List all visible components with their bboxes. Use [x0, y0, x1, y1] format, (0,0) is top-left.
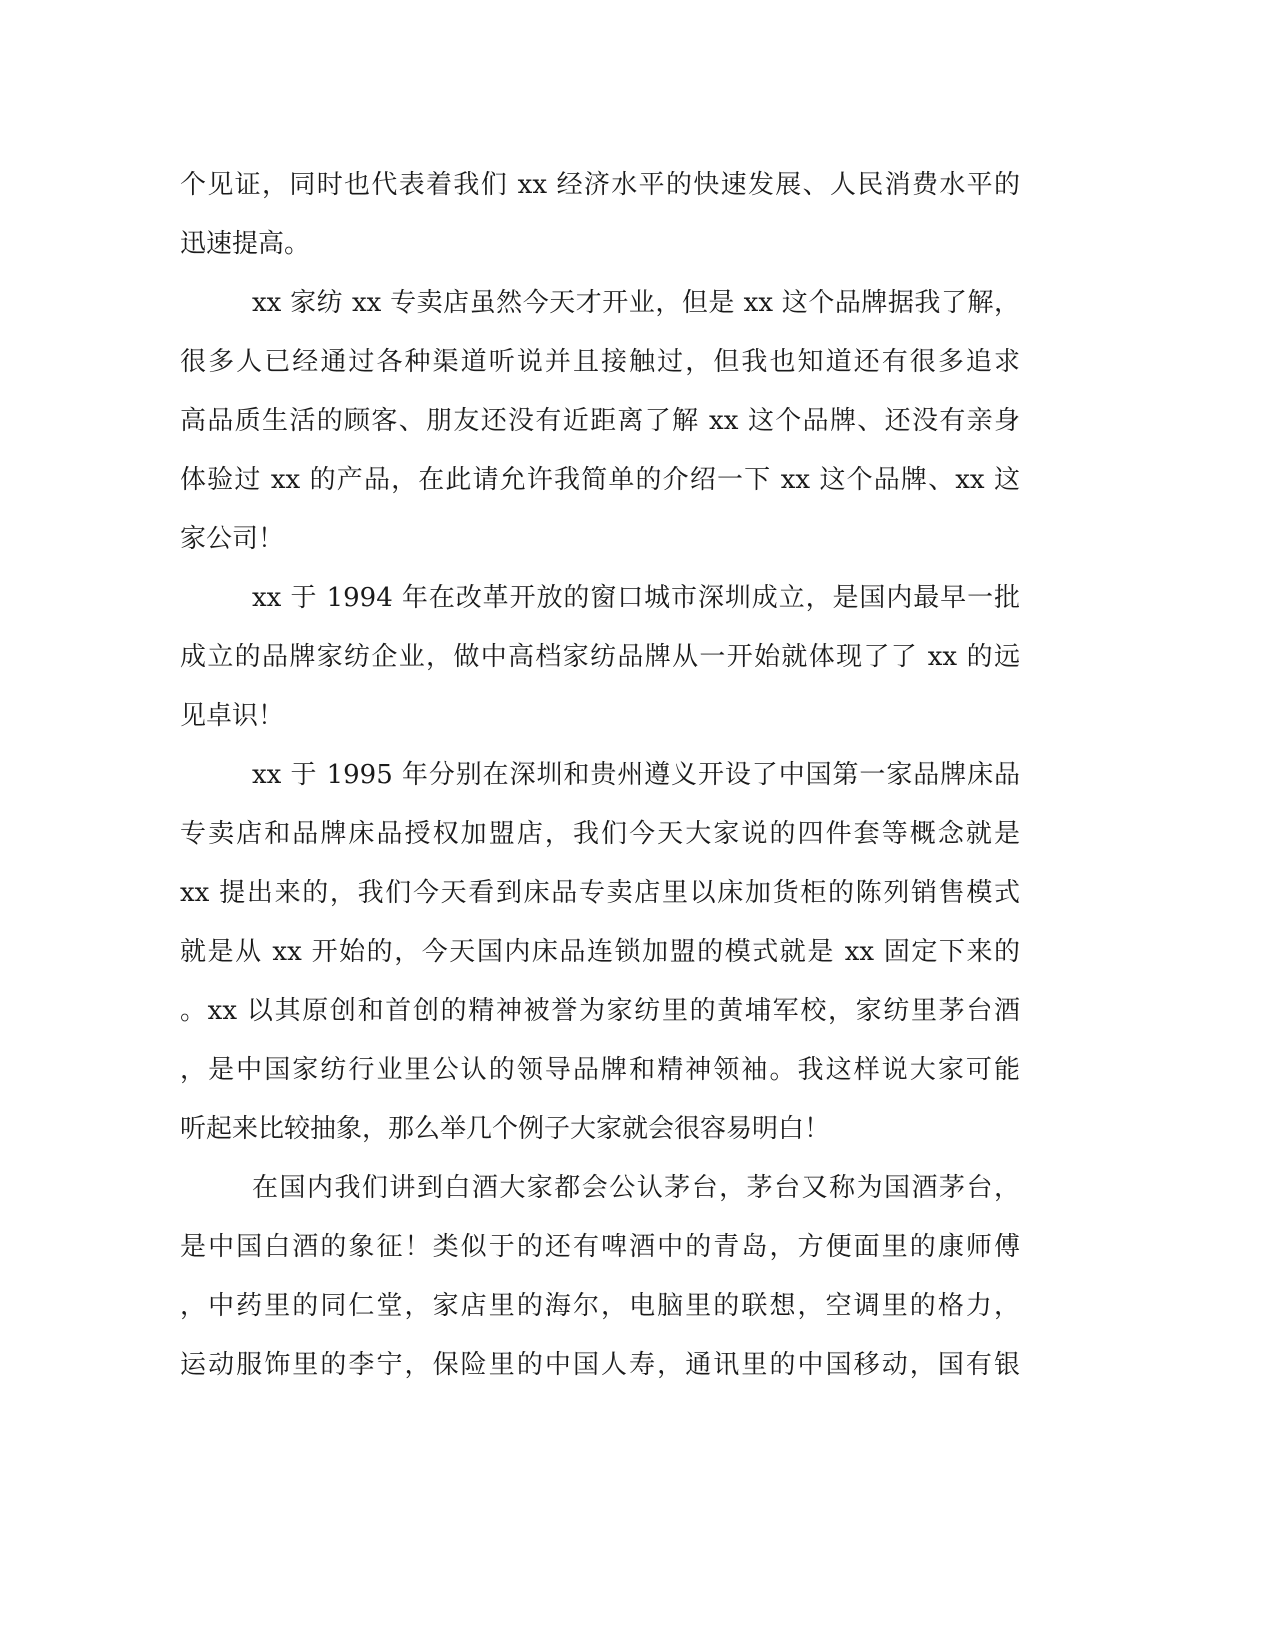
text-line: 体验过 xx 的产品，在此请允许我简单的介绍一下 xx 这个品牌、xx 这	[180, 465, 1020, 495]
text-line: 高品质生活的顾客、朋友还没有近距离了解 xx 这个品牌、还没有亲身	[180, 406, 1020, 436]
text-line: 就是从 xx 开始的，今天国内床品连锁加盟的模式就是 xx 固定下来的	[180, 937, 1020, 967]
text-line: 很多人已经通过各种渠道听说并且接触过，但我也知道还有很多追求	[180, 347, 1020, 377]
text-line: 成立的品牌家纺企业，做中高档家纺品牌从一开始就体现了了 xx 的远	[180, 642, 1020, 672]
text-line: xx 家纺 xx 专卖店虽然今天才开业，但是 xx 这个品牌据我了解，	[252, 288, 1020, 318]
text-line: ，是中国家纺行业里公认的领导品牌和精神领袖。我这样说大家可能	[180, 1055, 1020, 1085]
text-line: xx 于 1995 年分别在深圳和贵州遵义开设了中国第一家品牌床品	[252, 760, 1020, 790]
document-body	[180, 156, 1020, 1395]
text-line: 见卓识！	[180, 701, 285, 731]
text-line: ，中药里的同仁堂，家店里的海尔，电脑里的联想，空调里的格力，	[180, 1291, 1020, 1321]
text-line: 家公司！	[180, 524, 285, 554]
text-line: xx 于 1994 年在改革开放的窗口城市深圳成立，是国内最早一批	[252, 583, 1020, 613]
text-line: 在国内我们讲到白酒大家都会公认茅台，茅台又称为国酒茅台，	[252, 1173, 1020, 1203]
text-line: 。xx 以其原创和首创的精神被誉为家纺里的黄埔军校，家纺里茅台酒	[180, 996, 1020, 1026]
text-line: 是中国白酒的象征！类似于的还有啤酒中的青岛，方便面里的康师傅	[180, 1232, 1020, 1262]
text-line: 运动服饰里的李宁，保险里的中国人寿，通讯里的中国移动，国有银	[180, 1350, 1020, 1380]
text-line: 听起来比较抽象，那么举几个例子大家就会很容易明白！	[180, 1114, 831, 1144]
text-line: xx 提出来的，我们今天看到床品专卖店里以床加货柜的陈列销售模式	[180, 878, 1020, 908]
text-line: 迅速提高。	[180, 229, 311, 259]
text-line: 专卖店和品牌床品授权加盟店，我们今天大家说的四件套等概念就是	[180, 819, 1020, 849]
text-line: 个见证，同时也代表着我们 xx 经济水平的快速发展、人民消费水平的	[180, 170, 1020, 200]
